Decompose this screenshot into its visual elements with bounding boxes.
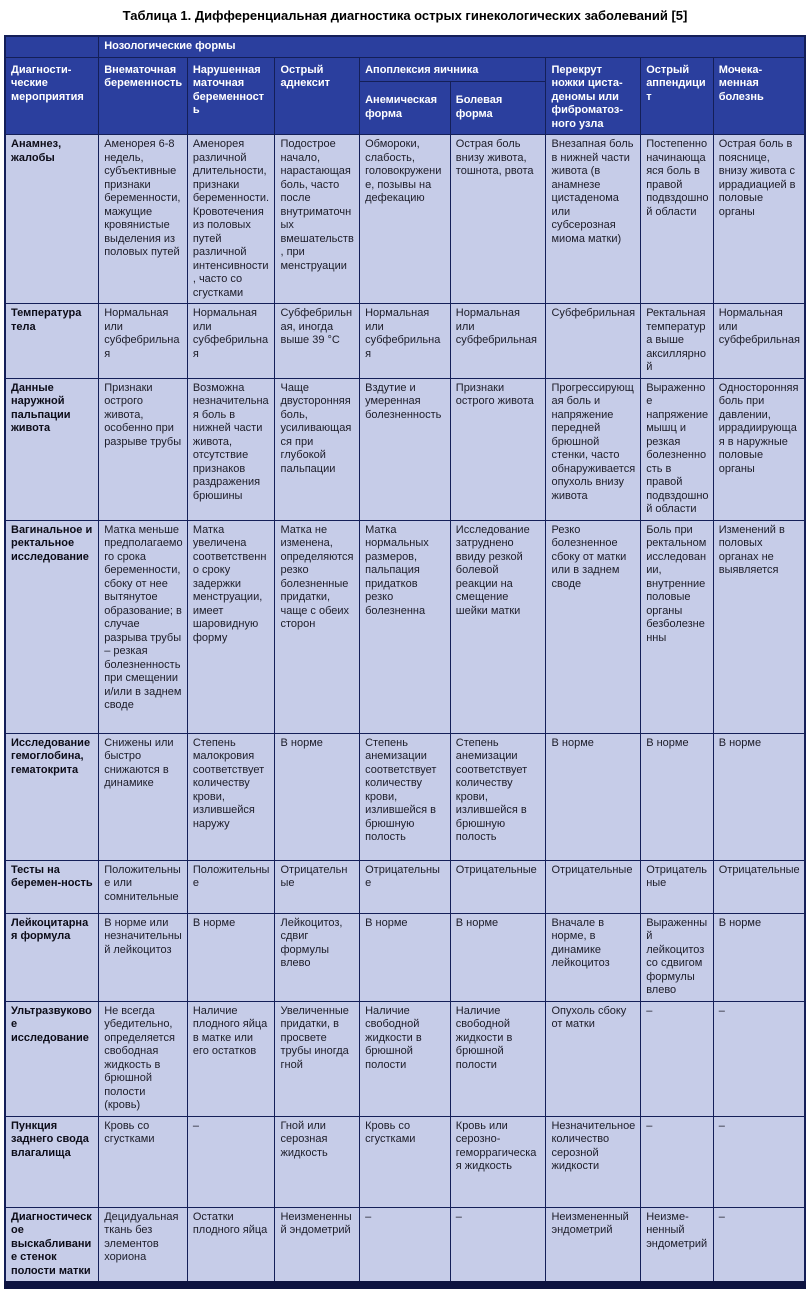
table-cell: Наличие плодного яйца в матке или его остатков xyxy=(187,1001,275,1116)
table-header xyxy=(5,36,805,135)
table-cell: – xyxy=(641,1116,714,1207)
table-cell: Матка меньше предполагаемого срока беременности, сбоку от нее вытянутое образование; в случае разрыва трубы – резкая болезненность при смещении и/или в заднем своде xyxy=(99,520,188,733)
table-cell: – xyxy=(713,1001,805,1116)
table-cell: Нормальная или субфебрильная xyxy=(99,304,188,379)
table-cell: В норме xyxy=(275,733,360,860)
table-cell: Чаще двусторонняя боль, усиливающаяся при глубокой пальпации xyxy=(275,378,360,520)
table-cell: – xyxy=(641,1001,714,1116)
column-header-acute-adnexitis: Острый аднексит xyxy=(275,57,360,135)
table-cell: Признаки острого живота, особенно при разрыве трубы xyxy=(99,378,188,520)
table-cell: В норме xyxy=(450,913,546,1001)
table-cell: Кровь со сгустками xyxy=(99,1116,188,1207)
table-cell: Внезапная боль в нижней части живота (в анамнезе цистаденома или субсерозная миома матки) xyxy=(546,135,641,304)
table-cell: Отрицательные xyxy=(360,860,451,913)
table-cell: Изменений в половых органах не выявляется xyxy=(713,520,805,733)
table-cell: Децидуальная ткань без элементов хориона xyxy=(99,1207,188,1285)
table-row-leukocyte-formula xyxy=(5,913,805,1001)
row-label: Данные наружной пальпации живота xyxy=(5,378,99,520)
row-label: Диагностическое выскабливание стенок полости матки xyxy=(5,1207,99,1285)
table-cell: Вздутие и умеренная болезненность xyxy=(360,378,451,520)
subcolumn-header-anemic-form: Анемическая форма xyxy=(360,81,451,134)
table-cell: Степень малокровия соответствует количеству крови, излившейся наружу xyxy=(187,733,275,860)
table-cell: Незначительное количество серозной жидкости xyxy=(546,1116,641,1207)
table-cell: – xyxy=(187,1116,275,1207)
table-row-diagnostic-curettage xyxy=(5,1207,805,1285)
table-cell: Неизме-ненный эндометрий xyxy=(641,1207,714,1285)
table-title: Таблица 1. Дифференциальная диагностика острых гинекологических заболеваний [5] xyxy=(122,8,688,23)
table-cell: Отрицательные xyxy=(713,860,805,913)
table-cell: – xyxy=(713,1116,805,1207)
table-cell: Постепенно начинающаяся боль в правой подвздошной области xyxy=(641,135,714,304)
header-corner-diagnostic-measures: Диагности-ческие мероприятия xyxy=(5,57,99,135)
table-cell: Степень анемизации соответствует количеству крови, излившейся в брюшную полость xyxy=(450,733,546,860)
table-cell: Отрицательные xyxy=(275,860,360,913)
table-cell: В норме xyxy=(713,913,805,1001)
row-label: Вагинальное и ректальное исследование xyxy=(5,520,99,733)
table-cell: Отрицательные xyxy=(450,860,546,913)
table-cell: Кровь со сгустками xyxy=(360,1116,451,1207)
table-cell: Односторонняя боль при давлении, иррадиирующая в наружные половые органы xyxy=(713,378,805,520)
table-row-vaginal-rectal-exam xyxy=(5,520,805,733)
table-cell: Неизмененный эндометрий xyxy=(275,1207,360,1285)
column-header-ectopic-pregnancy: Внематочная беременность xyxy=(99,57,188,135)
column-header-urolithiasis: Мочека-менная болезнь xyxy=(713,57,805,135)
table-cell: Боль при ректальном исследовании, внутренние половые органы безболезненны xyxy=(641,520,714,733)
column-header-ovarian-apoplexy: Апоплексия яичника xyxy=(360,57,546,81)
column-header-disturbed-uterine-pregnancy: Нарушенная маточная беременность xyxy=(187,57,275,135)
table-cell: Матка не изменена, определяются резко болезненные придатки, чаще с обеих сторон xyxy=(275,520,360,733)
table-cell: Отрицательные xyxy=(546,860,641,913)
subcolumn-header-pain-form: Болевая форма xyxy=(450,81,546,134)
table-cell: Увеличенные придатки, в просвете трубы иногда гной xyxy=(275,1001,360,1116)
table-cell: Матка увеличена соответственно сроку задержки менструации, имеет шаровидную форму xyxy=(187,520,275,733)
table-row-anamnesis xyxy=(5,135,805,304)
table-cell: В норме или незначительный лейкоцитоз xyxy=(99,913,188,1001)
table-cell: – xyxy=(713,1207,805,1285)
table-cell: Степень анемизации соответствует количеству крови, излившейся в брюшную полость xyxy=(360,733,451,860)
header-group-row xyxy=(5,36,805,57)
table-row-pregnancy-tests xyxy=(5,860,805,913)
table-cell: Матка нормальных размеров, пальпация придатков резко болезненна xyxy=(360,520,451,733)
table-cell: Кровь или серозно-геморрагическая жидкость xyxy=(450,1116,546,1207)
table-cell: Отрицательные xyxy=(641,860,714,913)
table-cell: – xyxy=(450,1207,546,1285)
table-body xyxy=(5,135,805,1286)
row-label: Анамнез, жалобы xyxy=(5,135,99,304)
table-cell: Признаки острого живота xyxy=(450,378,546,520)
row-label: Пункция заднего свода влагалища xyxy=(5,1116,99,1207)
table-row-abdominal-palpation xyxy=(5,378,805,520)
table-cell: В норме xyxy=(641,733,714,860)
row-label: Температура тела xyxy=(5,304,99,379)
table-cell: Ректальная температура выше аксиллярной xyxy=(641,304,714,379)
table-cell: Вначале в норме, в динамике лейкоцитоз xyxy=(546,913,641,1001)
table-cell: Острая боль в пояснице, внизу живота с иррадиацией в половые органы xyxy=(713,135,805,304)
table-cell: Снижены или быстро снижаются в динамике xyxy=(99,733,188,860)
table-cell: Выраженный лейкоцитоз со сдвигом формулы влево xyxy=(641,913,714,1001)
table-cell: В норме xyxy=(713,733,805,860)
diagnostics-table xyxy=(4,35,806,1289)
table-cell: Гной или серозная жидкость xyxy=(275,1116,360,1207)
table-cell: Субфебрильная xyxy=(546,304,641,379)
table-cell: В норме xyxy=(546,733,641,860)
table-cell: Лейкоцитоз, сдвиг формулы влево xyxy=(275,913,360,1001)
table-cell: Опухоль сбоку от матки xyxy=(546,1001,641,1116)
column-header-pedicle-torsion: Перекрут ножки циста-деномы или фиброматоз-ного узла xyxy=(546,57,641,135)
header-columns-row xyxy=(5,57,805,81)
table-cell: Остатки плодного яйца xyxy=(187,1207,275,1285)
table-cell: Наличие свободной жидкости в брюшной полости xyxy=(360,1001,451,1116)
table-cell: Острая боль внизу живота, тошнота, рвота xyxy=(450,135,546,304)
table-cell: Резко болезненное сбоку от матки или в заднем своде xyxy=(546,520,641,733)
header-corner-spacer xyxy=(5,36,99,57)
row-label: Ультразвуковое исследование xyxy=(5,1001,99,1116)
table-cell: Аменорея 6-8 недель, субъективные признаки беременности, мажущие кровянистые выделения из половых путей xyxy=(99,135,188,304)
table-cell: Неизмененный эндометрий xyxy=(546,1207,641,1285)
table-cell: Нормальная или субфебрильная xyxy=(360,304,451,379)
table-cell: Нормальная или субфебрильная xyxy=(450,304,546,379)
table-row-posterior-fornix-puncture xyxy=(5,1116,805,1207)
table-cell: Нормальная или субфебрильная xyxy=(187,304,275,379)
table-row-hemoglobin-hematocrit xyxy=(5,733,805,860)
table-cell: Не всегда убедительно, определяется свободная жидкость в брюшной полости (кровь) xyxy=(99,1001,188,1116)
row-label: Лейкоцитарная формула xyxy=(5,913,99,1001)
table-cell: Исследование затруднено ввиду резкой болевой реакции на смещение шейки матки xyxy=(450,520,546,733)
table-cell: Прогрессирующая боль и напряжение передней брюшной стенки, часто обнаруживается опухоль внизу живота xyxy=(546,378,641,520)
table-cell: Обмороки, слабость, головокружение, позывы на дефекацию xyxy=(360,135,451,304)
column-header-acute-appendicitis: Острый аппендицит xyxy=(641,57,714,135)
table-cell: Аменорея различной длительности, признаки беременности. Кровотечения из половых путей различной интенсивности, часто со сгустками xyxy=(187,135,275,304)
row-label: Тесты на беремен-ность xyxy=(5,860,99,913)
table-row-body-temperature xyxy=(5,304,805,379)
row-label: Исследование гемоглобина, гематокрита xyxy=(5,733,99,860)
table-cell: Наличие свободной жидкости в брюшной полости xyxy=(450,1001,546,1116)
table-cell: Положительные xyxy=(187,860,275,913)
table-cell: Подострое начало, нарастающая боль, часто после внутриматочных вмешательств, при менструации xyxy=(275,135,360,304)
table-cell: Выраженное напряжение мышц и резкая болезненность в правой подвздошной области xyxy=(641,378,714,520)
table-cell: В норме xyxy=(187,913,275,1001)
table-cell: Нормальная или субфебрильная xyxy=(713,304,805,379)
table-cell: Субфебрильная, иногда выше 39 °С xyxy=(275,304,360,379)
table-cell: В норме xyxy=(360,913,451,1001)
table-cell: Возможна незначительная боль в нижней части живота, отсутствие признаков раздражения брюшины xyxy=(187,378,275,520)
table-cell: – xyxy=(360,1207,451,1285)
header-group-nosological-forms: Нозологические формы xyxy=(99,36,805,57)
table-cell: Положительные или сомнительные xyxy=(99,860,188,913)
table-row-ultrasound xyxy=(5,1001,805,1116)
